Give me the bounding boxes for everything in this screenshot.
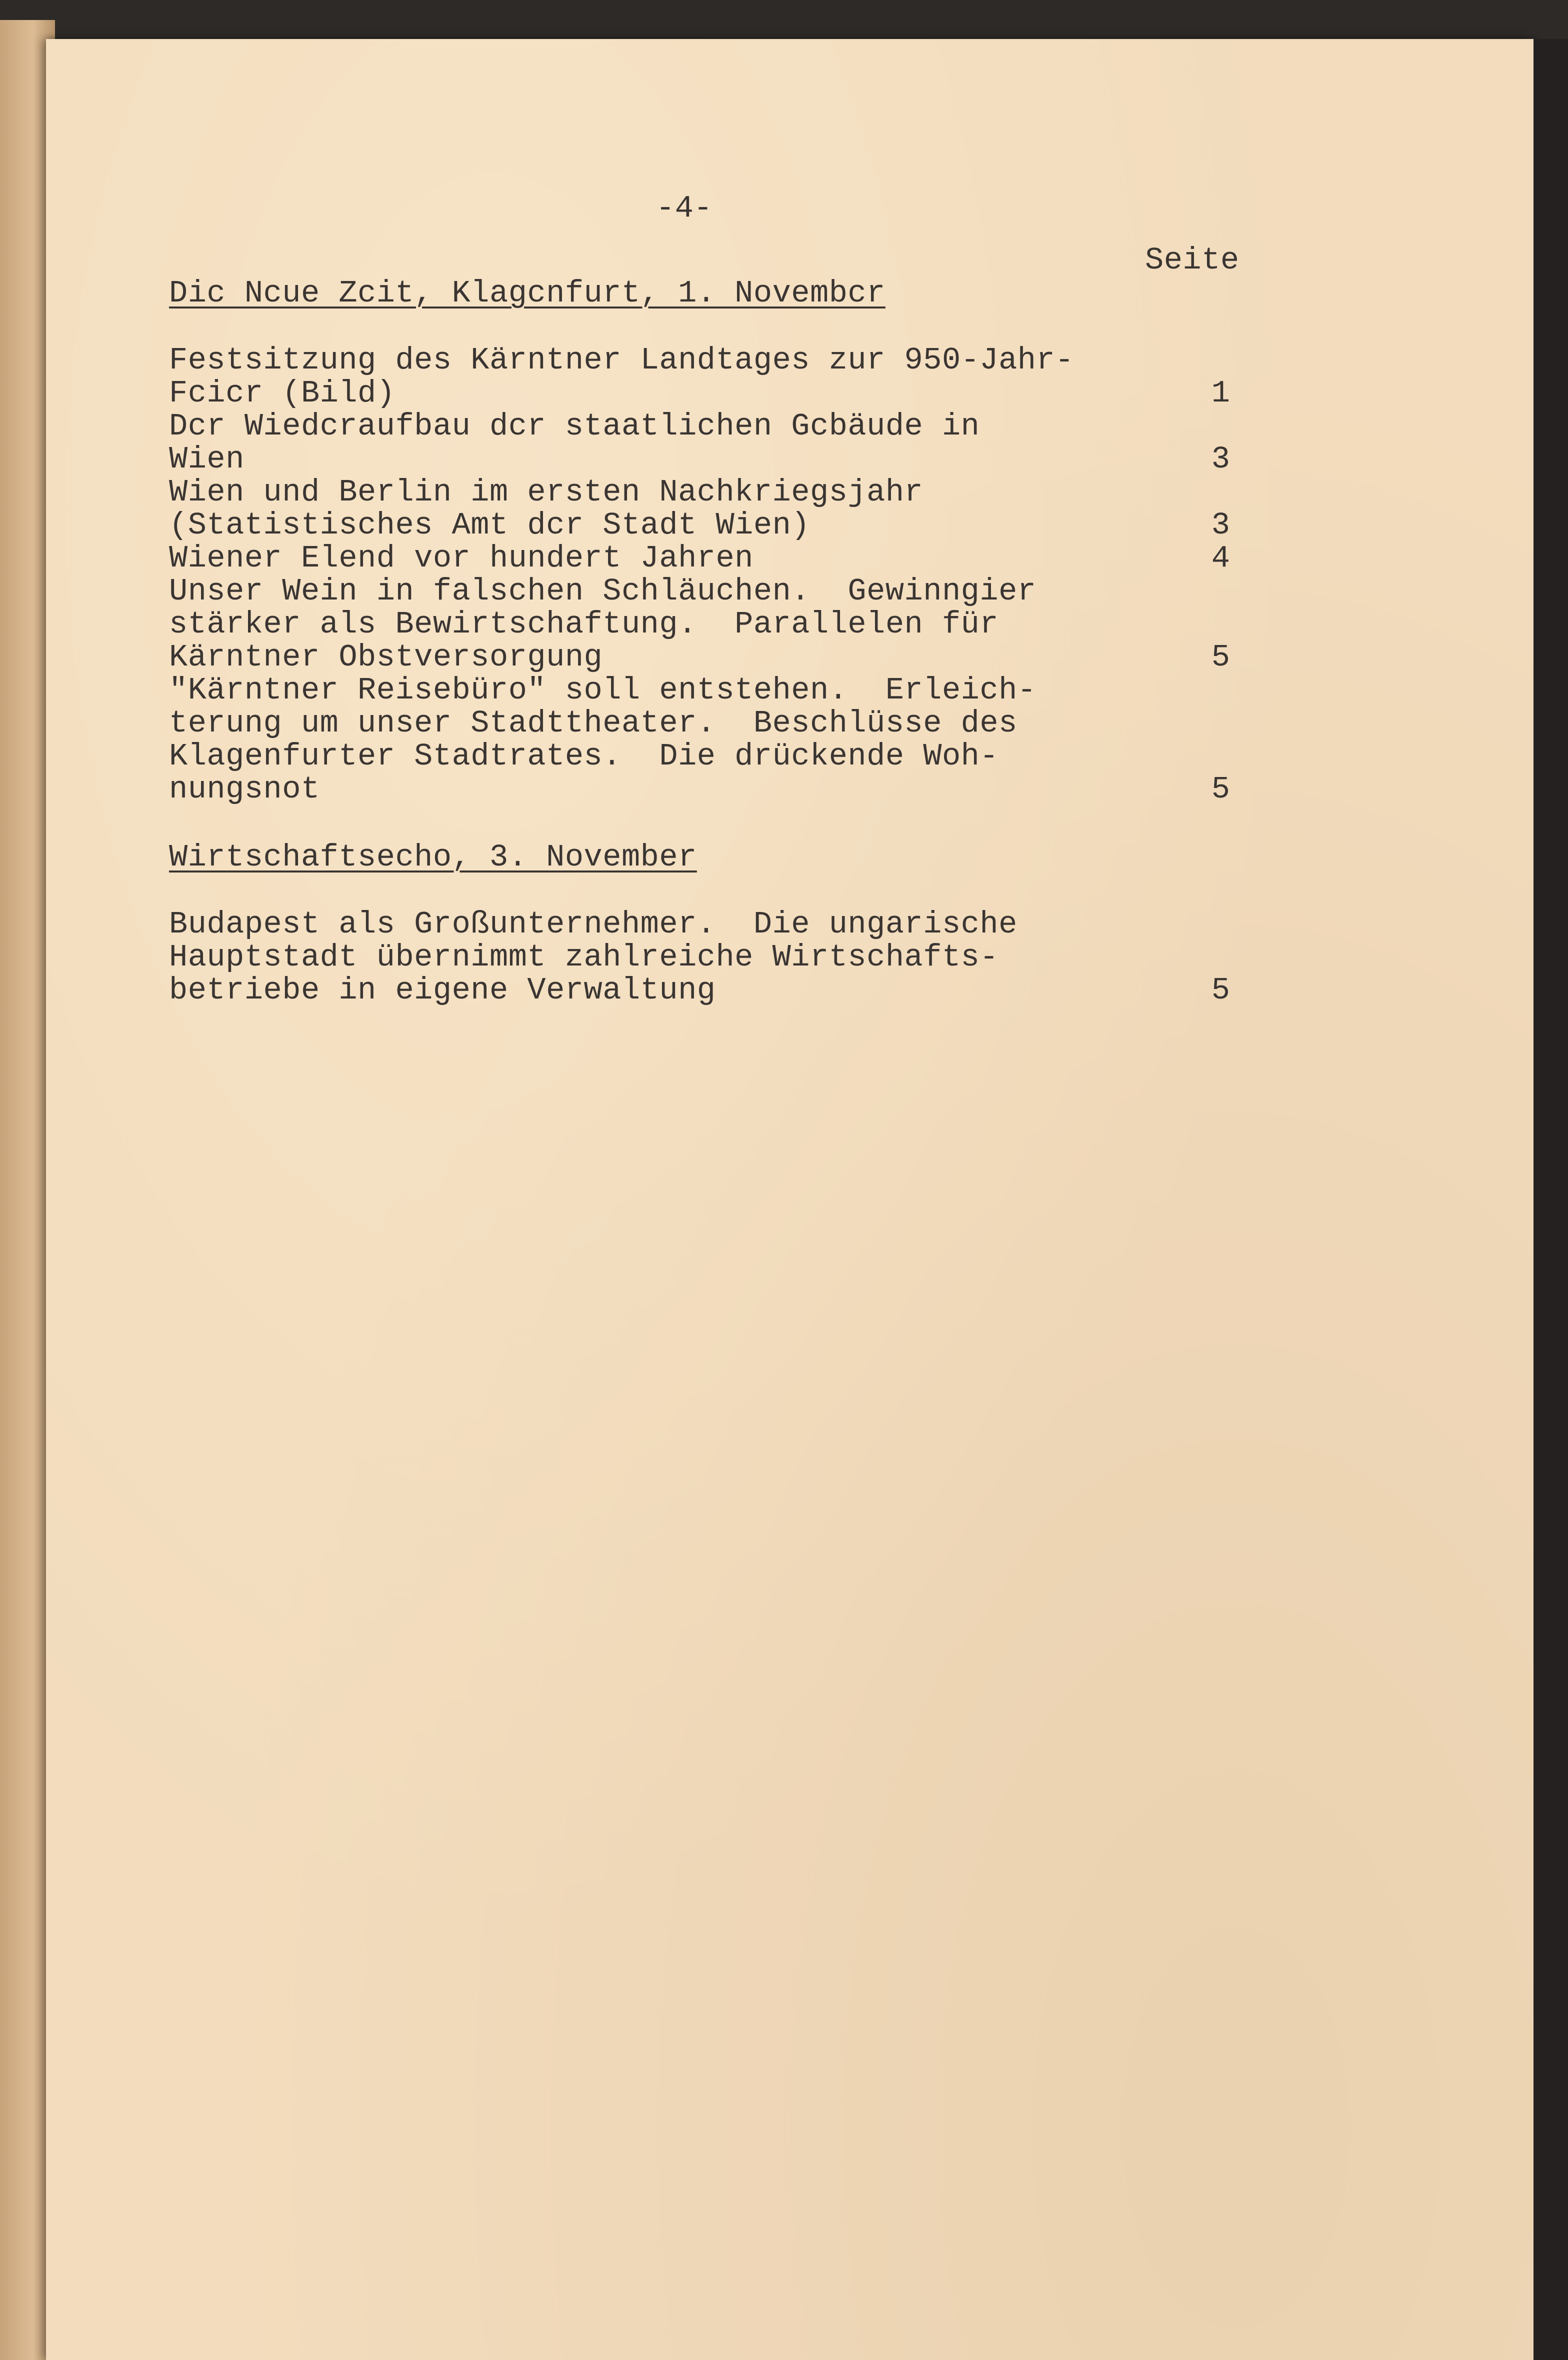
entry-line: Dcr Wiedcraufbau dcr staatlichen Gcbäude in xyxy=(169,408,980,444)
entry-line: Festsitzung des Kärntner Landtages zur 950-Jahr- xyxy=(169,342,1074,378)
entry-page-number: 4 xyxy=(1211,540,1230,576)
entry-page-number: 5 xyxy=(1211,772,1230,807)
entry-line: Fcicr (Bild) xyxy=(169,376,396,411)
scan-border xyxy=(1534,39,1568,2360)
entry-line: Wien xyxy=(169,442,244,477)
section-heading: Wirtschaftsecho, 3. November xyxy=(169,840,697,875)
seite-label: Seite xyxy=(1145,242,1240,278)
entry-line: Wiener Elend vor hundert Jahren xyxy=(169,540,754,576)
entry-line: nungsnot xyxy=(169,772,320,807)
entry-line: Kärntner Obstversorgung xyxy=(169,640,603,675)
entry-line: Hauptstadt übernimmt zahlreiche Wirtschafts- xyxy=(169,940,999,975)
entry-page-number: 5 xyxy=(1211,640,1230,675)
entry-line: terung um unser Stadttheater. Beschlüsse des xyxy=(169,706,1018,741)
entry-page-number: 3 xyxy=(1211,508,1230,543)
entry-line: stärker als Bewirtschaftung. Parallelen für xyxy=(169,606,999,642)
section-heading: Dic Ncue Zcit, Klagcnfurt, 1. Novembcr xyxy=(169,276,886,311)
entry-page-number: 5 xyxy=(1211,972,1230,1008)
page-number: -4- xyxy=(656,190,713,226)
entry-line: Klagenfurter Stadtrates. Die drückende Woh- xyxy=(169,738,999,774)
entry-page-number: 1 xyxy=(1211,376,1230,411)
entry-line: Wien und Berlin im ersten Nachkriegsjahr xyxy=(169,474,924,510)
entry-page-number: 3 xyxy=(1211,442,1230,477)
entry-line: Unser Wein in falschen Schläuchen. Gewinngier xyxy=(169,574,1036,609)
entry-line: (Statistisches Amt dcr Stadt Wien) xyxy=(169,508,810,543)
entry-line: "Kärntner Reisebüro" soll entstehen. Erleich- xyxy=(169,672,1036,708)
entry-line: Budapest als Großunternehmer. Die ungarische xyxy=(169,906,1018,942)
entry-line: betriebe in eigene Verwaltung xyxy=(169,972,716,1008)
